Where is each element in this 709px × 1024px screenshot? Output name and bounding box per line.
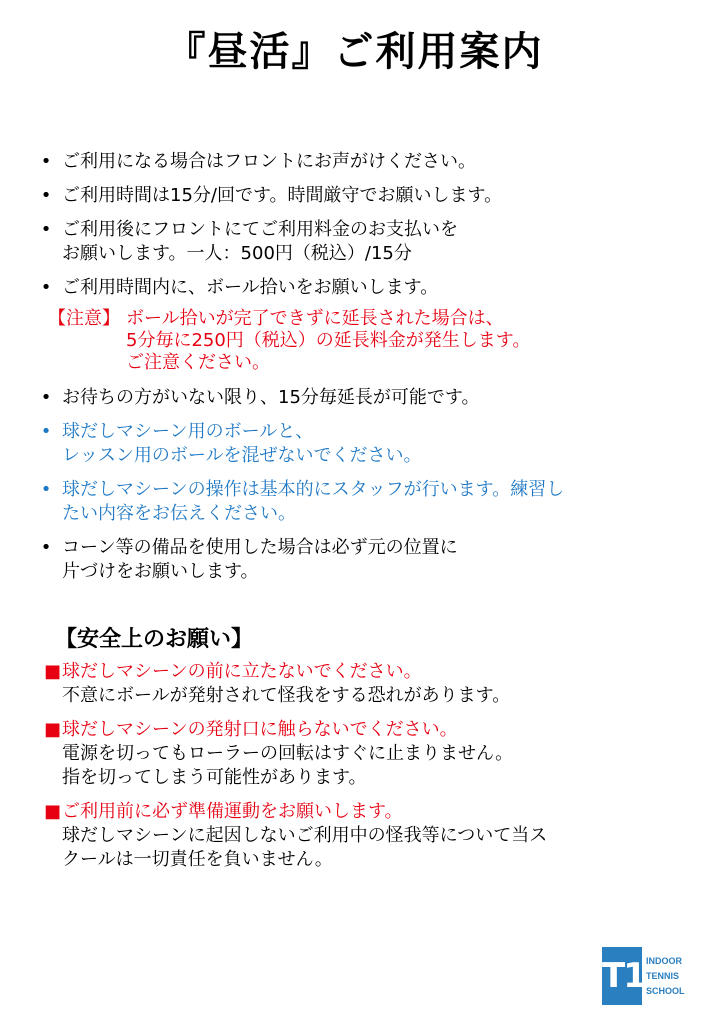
square-icon: ■ bbox=[44, 719, 62, 740]
caution-text: ご注意ください。 bbox=[126, 352, 270, 373]
item-text: ご利用後にフロントにてご利用料金のお支払いを bbox=[62, 219, 458, 240]
list-item bbox=[38, 420, 678, 468]
usage-guide-list bbox=[38, 150, 678, 594]
bullet-icon: • bbox=[40, 219, 52, 240]
list-item bbox=[38, 276, 678, 300]
safety-text: 不意にボールが発射されて怪我をする恐れがあります。 bbox=[62, 685, 511, 706]
safety-text: クールは一切責任を負いません。 bbox=[62, 849, 333, 870]
safety-text: 電源を切ってもローラーの回転はすぐに止まりません。 bbox=[62, 743, 514, 764]
logo-line: SCHOOL bbox=[646, 985, 685, 996]
bullet-icon: • bbox=[40, 537, 52, 558]
logo-text bbox=[646, 954, 685, 999]
list-item bbox=[38, 184, 678, 208]
item-text: たい内容をお伝えください。 bbox=[62, 503, 296, 524]
bullet-icon: • bbox=[40, 421, 52, 442]
caution-text: 5分毎に250円（税込）の延長料金が発生します。 bbox=[126, 330, 531, 351]
safety-item bbox=[44, 718, 684, 790]
item-text: 球だしマシーンの操作は基本的にスタッフが行います。練習し bbox=[62, 479, 565, 500]
item-text: 片づけをお願いします。 bbox=[62, 561, 259, 582]
caution-note bbox=[48, 308, 678, 374]
item-text: お願いします。一人：500円（税込）/15分 bbox=[62, 243, 412, 264]
safety-text: 球だしマシーンに起因しないご利用中の怪我等について当ス bbox=[62, 825, 548, 846]
safety-item bbox=[44, 800, 684, 872]
bullet-icon: • bbox=[40, 387, 52, 408]
list-item bbox=[38, 478, 678, 526]
safety-list bbox=[44, 660, 684, 882]
safety-heading: ご利用前に必ず準備運動をお願いします。 bbox=[62, 801, 403, 822]
caution-label: 【注意】 bbox=[48, 308, 120, 329]
logo-line: INDOOR bbox=[646, 955, 682, 966]
safety-section-title: 【安全上のお願い】 bbox=[55, 627, 254, 652]
t1-logo-mark: T1 bbox=[602, 947, 642, 1005]
item-text: お待ちの方がいない限り、15分毎延長が可能です。 bbox=[62, 387, 480, 408]
list-item bbox=[38, 386, 678, 410]
page-title: 『昼活』ご利用案内 bbox=[165, 29, 544, 75]
bullet-icon: • bbox=[40, 151, 52, 172]
bullet-icon: • bbox=[40, 185, 52, 206]
item-text: 球だしマシーン用のボールと、 bbox=[62, 421, 314, 442]
safety-item bbox=[44, 660, 684, 708]
safety-heading: 球だしマシーンの前に立たないでください。 bbox=[62, 661, 422, 682]
item-text: ご利用になる場合はフロントにお声がけください。 bbox=[62, 151, 476, 172]
safety-text: 指を切ってしまう可能性があります。 bbox=[62, 767, 367, 788]
caution-text: ボール拾いが完了できずに延長された場合は、 bbox=[126, 308, 504, 329]
list-item bbox=[38, 150, 678, 174]
square-icon: ■ bbox=[44, 801, 62, 822]
logo-line: TENNIS bbox=[646, 970, 680, 981]
item-text: レッスン用のボールを混ぜないでください。 bbox=[62, 445, 422, 466]
list-item bbox=[38, 536, 678, 584]
bullet-icon: • bbox=[40, 479, 52, 500]
school-logo bbox=[602, 946, 690, 1006]
item-text: コーン等の備品を使用した場合は必ず元の位置に bbox=[62, 537, 458, 558]
item-text: ご利用時間内に、ボール拾いをお願いします。 bbox=[62, 277, 439, 298]
square-icon: ■ bbox=[44, 661, 62, 682]
item-text: ご利用時間は15分/回です。時間厳守でお願いします。 bbox=[62, 185, 503, 206]
safety-heading: 球だしマシーンの発射口に触らないでください。 bbox=[62, 719, 458, 740]
bullet-icon: • bbox=[40, 277, 52, 298]
list-item bbox=[38, 218, 678, 266]
